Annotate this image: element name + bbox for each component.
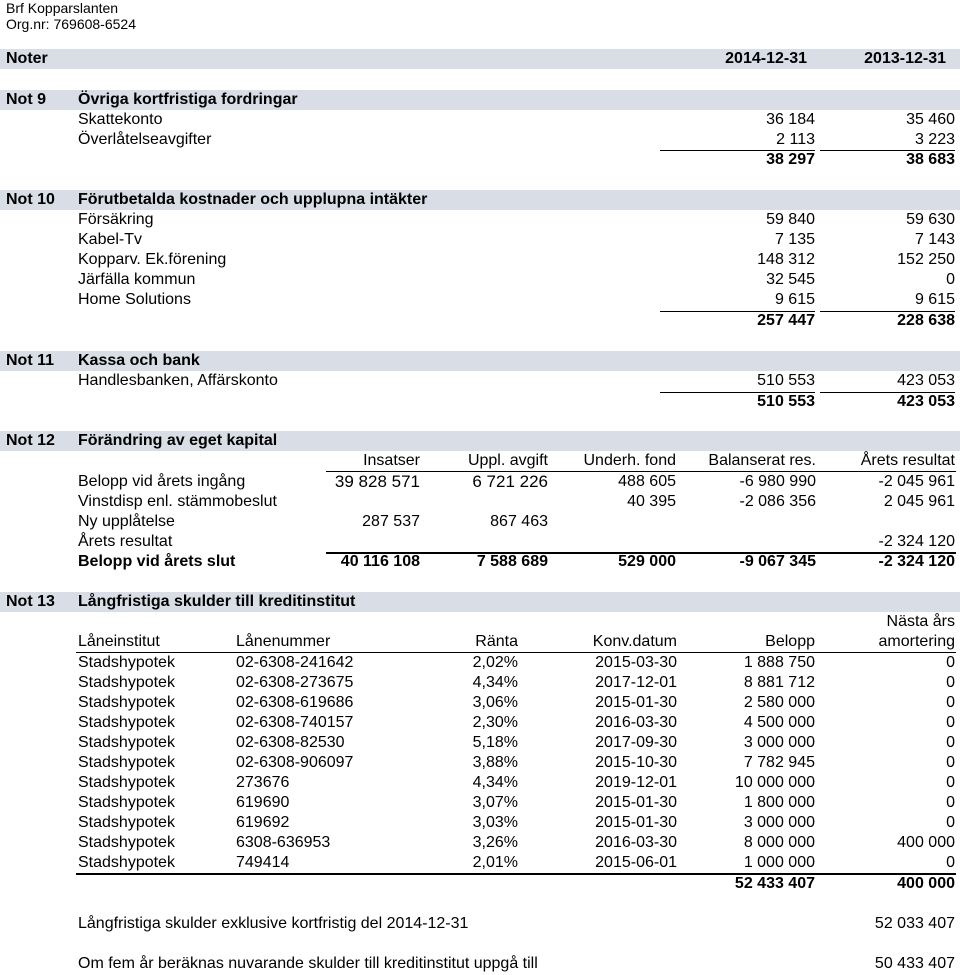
not12-row-name: Belopp vid årets ingång (78, 473, 246, 490)
loan-institute: Stadshypotek (78, 794, 175, 811)
loan-conv-date: 2015-06-01 (595, 854, 677, 871)
not12-cell: 2 045 961 (883, 493, 955, 510)
company-name: Brf Kopparslanten (6, 0, 119, 16)
loan-next-amortization: 0 (946, 754, 955, 771)
loan-conv-date: 2017-12-01 (595, 674, 677, 691)
loan-amount: 3 000 000 (743, 734, 815, 751)
loan-next-amortization: 0 (946, 694, 955, 711)
loan-next-amortization: 0 (946, 654, 955, 671)
loan-rate: 2,30% (472, 714, 518, 731)
not12-cell: -2 045 961 (878, 473, 955, 490)
loan-rate: 3,06% (472, 694, 518, 711)
not10-total-2013: 228 638 (897, 312, 955, 329)
loan-number: 02-6308-906097 (236, 754, 354, 771)
loan-rate: 3,26% (472, 834, 518, 851)
not10-row-2014: 148 312 (757, 251, 815, 268)
not9-row-name: Skattekonto (78, 111, 163, 128)
not12-total-cell: 529 000 (618, 553, 676, 570)
loan-institute: Stadshypotek (78, 714, 175, 731)
not12-label: Not 12 (6, 432, 55, 449)
not10-row-2014: 7 135 (774, 231, 815, 248)
loan-conv-date: 2015-03-30 (595, 654, 677, 671)
loan-institute: Stadshypotek (78, 654, 175, 671)
loan-next-amortization: 0 (946, 794, 955, 811)
not13-title: Långfristiga skulder till kreditinstitut (78, 593, 356, 610)
not10-row-name: Home Solutions (78, 291, 191, 308)
not10-row-2014: 59 840 (766, 211, 815, 228)
loan-institute: Stadshypotek (78, 854, 175, 871)
not10-row-name: Järfälla kommun (78, 271, 196, 288)
not12-cell: 287 537 (362, 513, 420, 530)
not12-total-cell: -2 324 120 (878, 553, 955, 570)
year-2013-heading: 2013-12-31 (864, 50, 946, 67)
not11-label: Not 11 (6, 352, 55, 369)
loan-institute: Stadshypotek (78, 834, 175, 851)
loan-conv-date: 2017-09-30 (595, 734, 677, 751)
loan-amount: 10 000 000 (734, 774, 815, 791)
not12-cell: 867 463 (490, 513, 548, 530)
not12-col-header: Balanserat res. (708, 452, 816, 469)
not12-cell: -2 086 356 (739, 493, 816, 510)
not11-row-2013: 423 053 (897, 372, 955, 389)
not11-row-2014: 510 553 (757, 372, 815, 389)
loan-number: 02-6308-740157 (236, 714, 354, 731)
loan-next-amortization: 0 (946, 854, 955, 871)
loan-amount: 8 881 712 (743, 674, 815, 691)
loan-next-amortization: 400 000 (897, 834, 955, 851)
loan-institute: Stadshypotek (78, 814, 175, 831)
loan-institute: Stadshypotek (78, 774, 175, 791)
not10-row-2013: 152 250 (897, 251, 955, 268)
not12-title: Förändring av eget kapital (78, 432, 278, 449)
loan-conv-date: 2016-03-30 (595, 714, 677, 731)
col-amount-header: Belopp (765, 633, 815, 650)
not12-cell: 40 395 (627, 493, 676, 510)
loan-next-amortization: 0 (946, 774, 955, 791)
loan-number: 749414 (236, 854, 290, 871)
loan-institute: Stadshypotek (78, 674, 175, 691)
not9-row-name: Överlåtelseavgifter (78, 131, 212, 148)
not10-row-2013: 9 615 (914, 291, 955, 308)
loan-amount: 4 500 000 (743, 714, 815, 731)
loan-institute: Stadshypotek (78, 694, 175, 711)
loan-rate: 4,34% (472, 674, 518, 691)
excl-value: 52 033 407 (874, 915, 955, 932)
not10-row-name: Kopparv. Ek.förening (78, 251, 227, 268)
loan-conv-date: 2015-01-30 (595, 794, 677, 811)
loan-amount: 2 580 000 (743, 694, 815, 711)
not12-col-header: Uppl. avgift (467, 452, 548, 469)
loan-amount: 8 000 000 (743, 834, 815, 851)
loan-number: 6308-636953 (236, 834, 331, 851)
not12-row-name: Årets resultat (78, 533, 173, 550)
loan-number: 02-6308-241642 (236, 654, 354, 671)
year-2014-heading: 2014-12-31 (725, 50, 807, 67)
not10-row-name: Försäkring (78, 211, 154, 228)
loan-rate: 4,34% (472, 774, 518, 791)
five-year-value: 50 433 407 (874, 955, 955, 972)
not11-total-2014: 510 553 (757, 393, 815, 410)
not9-total-2013: 38 683 (906, 151, 955, 168)
not12-cell: -6 980 990 (739, 473, 816, 490)
loan-rate: 2,02% (472, 654, 518, 671)
not11-total-2013: 423 053 (897, 393, 955, 410)
loan-number: 619690 (236, 794, 290, 811)
excl-label: Långfristiga skulder exklusive kortfristig del 2014-12-31 (78, 915, 469, 932)
loan-rate: 3,03% (472, 814, 518, 831)
not10-row-2013: 59 630 (906, 211, 955, 228)
not9-total-2014: 38 297 (766, 151, 815, 168)
not10-label: Not 10 (6, 191, 55, 208)
org-number: Org.nr: 769608-6524 (6, 16, 136, 32)
col-conv-header: Konv.datum (592, 633, 677, 650)
not9-row-2013: 35 460 (906, 111, 955, 128)
not13-total-amount: 52 433 407 (734, 875, 815, 892)
not12-cell: 6 721 226 (472, 472, 548, 491)
not12-cell: 39 828 571 (334, 472, 420, 491)
not9-title: Övriga kortfristiga fordringar (78, 91, 298, 108)
loan-number: 02-6308-619686 (236, 694, 354, 711)
not12-row-name: Vinstdisp enl. stämmobeslut (78, 493, 277, 510)
not11-title: Kassa och bank (78, 352, 200, 369)
loan-next-amortization: 0 (946, 734, 955, 751)
loan-number: 02-6308-82530 (236, 734, 345, 751)
not9-row-2014: 2 113 (776, 131, 815, 148)
not9-row-2014: 36 184 (766, 111, 815, 128)
not10-title: Förutbetalda kostnader och upplupna intäkter (78, 191, 428, 208)
not12-total-cell: 7 588 689 (476, 553, 548, 570)
page-title: Noter (6, 50, 48, 67)
loan-conv-date: 2016-03-30 (595, 834, 677, 851)
loan-conv-date: 2015-01-30 (595, 814, 677, 831)
loan-next-amortization: 0 (946, 714, 955, 731)
loan-next-amortization: 0 (946, 814, 955, 831)
not13-label: Not 13 (6, 593, 55, 610)
not12-total-name: Belopp vid årets slut (78, 553, 236, 570)
not11-row-name: Handlesbanken, Affärskonto (78, 372, 278, 389)
loan-amount: 1 800 000 (743, 794, 815, 811)
loan-amount: 1 000 000 (743, 854, 815, 871)
not12-cell: 488 605 (618, 473, 676, 490)
loan-institute: Stadshypotek (78, 754, 175, 771)
col-institute-header: Låneinstitut (78, 633, 160, 650)
not12-total-cell: 40 116 108 (340, 553, 420, 570)
loan-amount: 7 782 945 (743, 754, 815, 771)
col-number-header: Lånenummer (236, 633, 331, 650)
col-next-header-line2: amortering (878, 633, 955, 650)
loan-number: 273676 (236, 774, 290, 791)
loan-rate: 3,07% (472, 794, 518, 811)
not10-row-2014: 9 615 (774, 291, 815, 308)
loan-rate: 2,01% (472, 854, 518, 871)
not9-row-2013: 3 223 (914, 131, 955, 148)
loan-next-amortization: 0 (946, 674, 955, 691)
not12-col-header: Insatser (363, 452, 420, 469)
not9-label: Not 9 (6, 91, 46, 108)
loan-number: 02-6308-273675 (236, 674, 354, 691)
not10-row-2013: 7 143 (914, 231, 955, 248)
loan-conv-date: 2015-01-30 (595, 694, 677, 711)
not12-total-cell: -9 067 345 (739, 553, 816, 570)
loan-number: 619692 (236, 814, 290, 831)
loan-rate: 5,18% (472, 734, 518, 751)
loan-amount: 1 888 750 (743, 654, 815, 671)
not10-total-2014: 257 447 (757, 312, 815, 329)
loan-conv-date: 2019-12-01 (595, 774, 677, 791)
not12-row-name: Ny upplåtelse (78, 513, 175, 530)
loan-institute: Stadshypotek (78, 734, 175, 751)
col-rate-header: Ränta (475, 633, 518, 650)
col-next-header-line1: Nästa års (886, 613, 955, 630)
not12-cell: -2 324 120 (878, 533, 955, 550)
loan-conv-date: 2015-10-30 (595, 754, 677, 771)
not10-row-2013: 0 (946, 271, 955, 288)
not10-row-2014: 32 545 (766, 271, 815, 288)
five-year-label: Om fem år beräknas nuvarande skulder till kreditinstitut uppgå till (78, 955, 538, 972)
not13-total-next: 400 000 (897, 875, 955, 892)
not12-col-header: Underh. fond (583, 452, 676, 469)
not12-col-header: Årets resultat (860, 452, 955, 469)
loan-amount: 3 000 000 (743, 814, 815, 831)
loan-rate: 3,88% (472, 754, 518, 771)
not10-row-name: Kabel-Tv (78, 231, 143, 248)
